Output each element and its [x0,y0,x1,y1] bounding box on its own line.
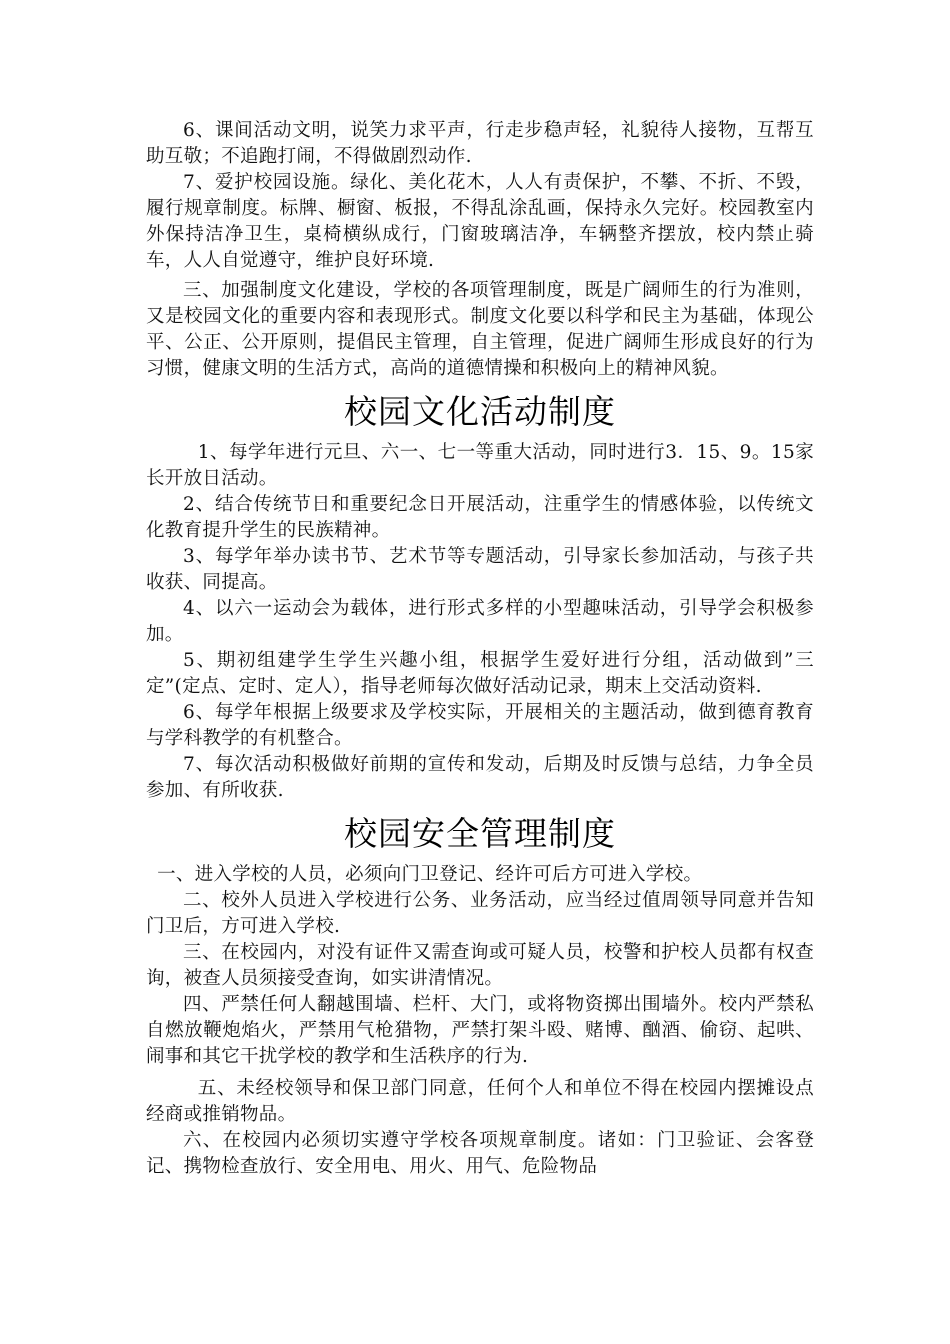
paragraph-safety-6: 六、在校园内必须切实遵守学校各项规章制度。诸如：门卫验证、会客登记、携物检查放行、安全用电、用火、用气、危险物品 [146,1130,814,1177]
paragraph-safety-3: 三、在校园内，对没有证件又需查询或可疑人员，校警和护校人员都有权查询，被查人员须接受查询，如实讲清情况。 [146,942,814,989]
paragraph-activity-4: 4、以六一运动会为载体，进行形式多样的小型趣味活动，引导学会积极参加。 [146,598,814,645]
paragraph-safety-4: 四、严禁任何人翻越围墙、栏杆、大门，或将物资掷出围墙外。校内严禁私自燃放鞭炮焰火，严禁用气枪猎物，严禁打架斗殴、赌博、酗酒、偷窃、起哄、闹事和其它干扰学校的教学和生活秩序的行为. [146,994,814,1067]
paragraph-activity-6: 6、每学年根据上级要求及学校实际，开展相关的主题活动，做到德育教育与学科教学的有机整合。 [146,702,814,749]
paragraph-safety-1: 一、进入学校的人员，必须向门卫登记、经许可后方可进入学校。 [157,864,703,885]
paragraph-item-6: 6、课间活动文明，说笑力求平声，行走步稳声轻，礼貌待人接物，互帮互助互敬；不追跑打闹，不得做剧烈动作. [146,120,814,167]
paragraph-activity-2: 2、结合传统节日和重要纪念日开展活动，注重学生的情感体验，以传统文化教育提升学生的民族精神。 [146,494,814,541]
section-culture-activity [146,440,814,804]
paragraph-activity-7: 7、每次活动积极做好前期的宣传和发动，后期及时反馈与总结，力争全员参加、有所收获. [146,754,814,801]
section-safety-management [146,862,814,1180]
heading-culture-activity-system: 校园文化活动制度 [344,392,616,431]
paragraph-activity-1: 1、每学年进行元旦、六一、七一等重大活动，同时进行3．15、9。15家长开放日活动。 [146,442,814,489]
heading-safety-management-system: 校园安全管理制度 [344,814,616,853]
paragraph-system-culture: 三、加强制度文化建设，学校的各项管理制度，既是广阔师生的行为准则，又是校园文化的重要内容和表现形式。制度文化要以科学和民主为基础，体现公平、公正、公开原则，提倡民主管理，自主管理，促进广阔师生形成良好的行为习惯，健康文明的生活方式，高尚的道德情操和积极向上的精神风貌。 [146,280,814,379]
section-campus-conduct [146,118,814,382]
document-page [146,118,814,1180]
paragraph-activity-3: 3、每学年举办读书节、艺术节等专题活动，引导家长参加活动，与孩子共收获、同提高。 [146,546,814,593]
paragraph-safety-5: 五、未经校领导和保卫部门同意，任何个人和单位不得在校园内摆摊设点经商或推销物品。 [146,1078,814,1125]
paragraph-item-7: 7、爱护校园设施。绿化、美化花木，人人有责保护，不攀、不折、不毁，履行规章制度。标牌、橱窗、板报，不得乱涂乱画，保持永久完好。校园教室内外保持洁净卫生，桌椅横纵成行，门窗玻璃洁净，车辆整齐摆放，校内禁止骑车，人人自觉遵守，维护良好环境. [146,172,814,271]
paragraph-safety-2: 二、校外人员进入学校进行公务、业务活动，应当经过值周领导同意并告知门卫后，方可进入学校. [146,890,814,937]
paragraph-activity-5: 5、期初组建学生学生兴趣小组，根据学生爱好进行分组，活动做到”三定”(定点、定时、定人），指导老师每次做好活动记录，期末上交活动资料. [146,650,814,697]
